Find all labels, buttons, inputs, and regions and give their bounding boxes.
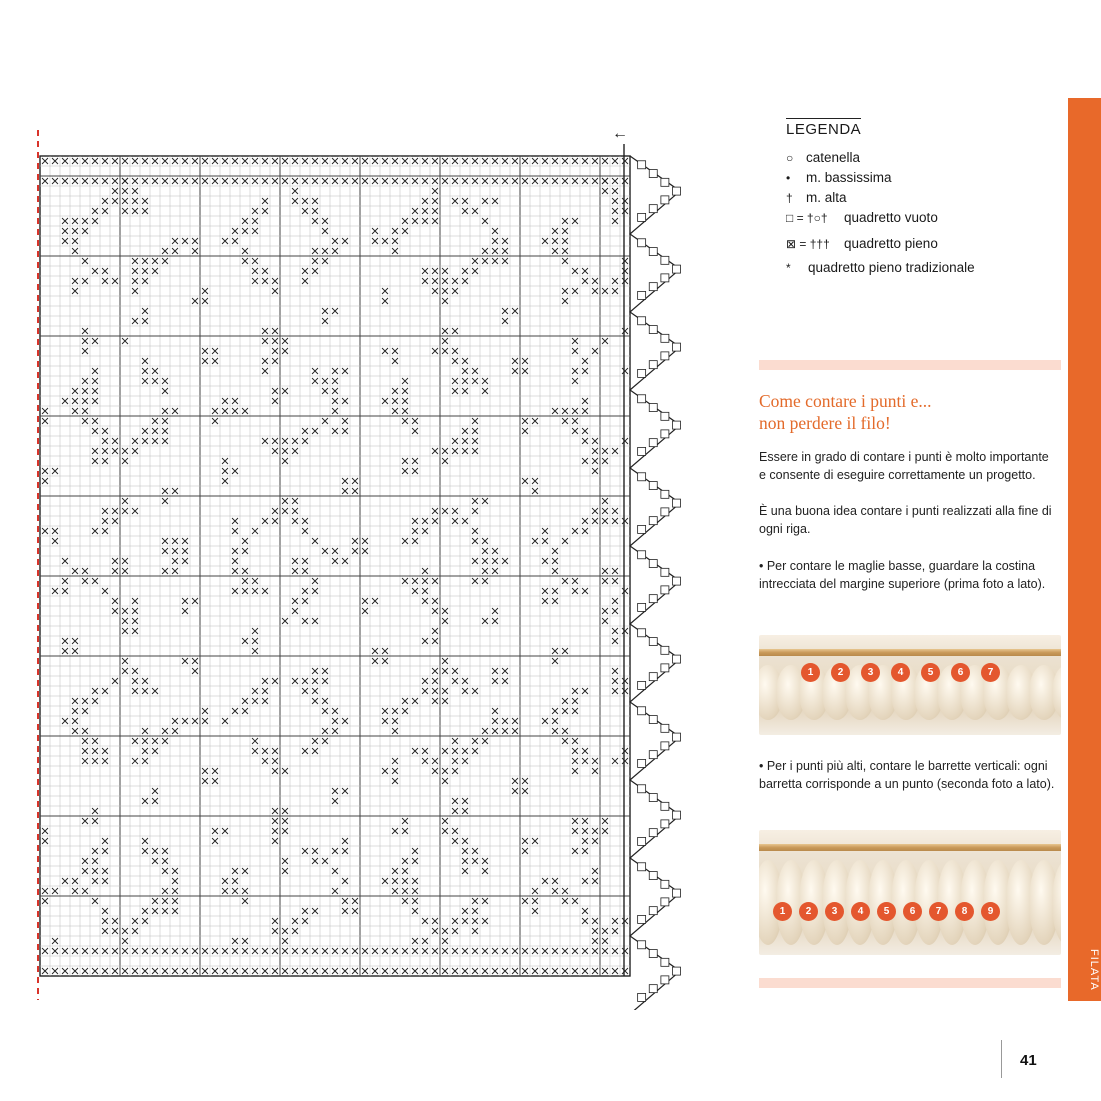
- stitch-number: 2: [799, 902, 818, 921]
- stitch-number: 5: [921, 663, 940, 682]
- stitch-number: 9: [981, 902, 1000, 921]
- stitch-number: 7: [929, 902, 948, 921]
- page-number: 41: [1020, 1052, 1037, 1069]
- legend: [786, 118, 1046, 278]
- section-heading: Come contare i punti e... non perdere il filo!: [759, 391, 932, 433]
- section-sidebar: [1068, 98, 1101, 1001]
- return-arrow: ←: [612, 125, 628, 142]
- photo-single-crochet: [759, 635, 1061, 735]
- paragraph-intro: Essere in grado di contare i punti è molto importante e consente di eseguire correttamente un progetto.: [759, 450, 1049, 483]
- divider-band-bottom: [759, 978, 1061, 988]
- crochet-hook-shaft: [759, 844, 1061, 851]
- legend-item-tradizionale: * quadretto pieno tradizionale: [786, 258, 1046, 278]
- divider-band-top: [759, 360, 1061, 370]
- page-divider: [1001, 1040, 1002, 1078]
- legend-item-alta: † m. alta: [786, 188, 1046, 208]
- stitch-number: 6: [951, 663, 970, 682]
- treble-icon: †: [786, 191, 793, 205]
- legend-item-quadretto-vuoto: □ = †○† quadretto vuoto: [786, 208, 1046, 228]
- photo-double-crochet: [759, 830, 1061, 955]
- legend-item-catenella: ○ catenella: [786, 148, 1046, 168]
- paragraph-tip: È una buona idea contare i punti realizzati alla fine di ogni riga.: [759, 504, 1052, 537]
- legend-item-quadretto-pieno: ⊠ = ††† quadretto pieno: [786, 234, 1046, 254]
- chart-grid: [30, 120, 730, 1010]
- filled-square-icon: ⊠ = †††: [786, 237, 830, 251]
- stitch-number: 2: [831, 663, 850, 682]
- empty-square-icon: □ = †○†: [786, 211, 828, 225]
- stitch-number: 5: [877, 902, 896, 921]
- legend-title: LEGENDA: [786, 118, 861, 138]
- stitch-number: 3: [825, 902, 844, 921]
- stitch-number: 6: [903, 902, 922, 921]
- legend-item-bassissima: • m. bassissima: [786, 168, 1046, 188]
- sidebar-label: FILATA: [1088, 949, 1100, 991]
- paragraph-single-crochet: • Per contare le maglie basse, guardare la costina intrecciata del margine superiore (prima foto a lato).: [759, 559, 1046, 592]
- stitch-number: 4: [851, 902, 870, 921]
- crochet-hook-shaft: [759, 649, 1061, 656]
- chain-icon: ○: [786, 151, 794, 165]
- paragraph-tall-stitches: • Per i punti più alti, contare le barrette verticali: ogni barretta corrisponde a un punto (seconda foto a lato).: [759, 759, 1055, 792]
- stitch-number: 4: [891, 663, 910, 682]
- asterisk-icon: *: [786, 261, 791, 275]
- stitch-number: 1: [773, 902, 792, 921]
- stitch-number: 8: [955, 902, 974, 921]
- filet-chart: [30, 120, 730, 1010]
- stitch-number: 1: [801, 663, 820, 682]
- stitch-number: 3: [861, 663, 880, 682]
- stitch-number: 7: [981, 663, 1000, 682]
- slip-stitch-icon: •: [786, 171, 791, 185]
